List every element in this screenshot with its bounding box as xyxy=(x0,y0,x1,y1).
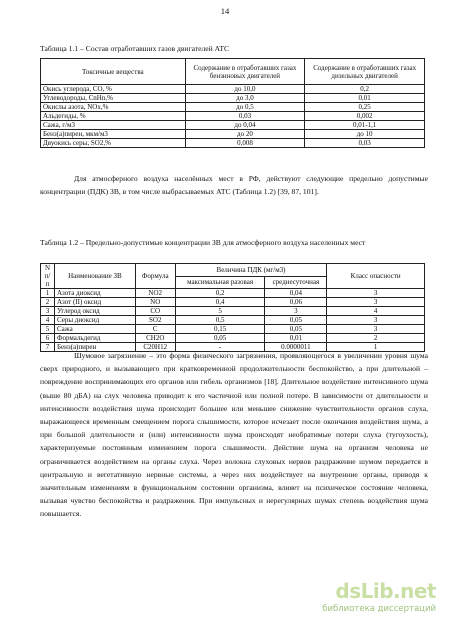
table-cell: 4 xyxy=(41,316,55,325)
table-row xyxy=(41,94,425,103)
paragraph-pdk-intro xyxy=(40,172,428,198)
table-cell: Окись углерода, CO, % xyxy=(41,85,186,94)
table-cell: NO xyxy=(135,298,175,307)
paragraph-noise-pollution xyxy=(40,349,428,521)
table-cell: 7 xyxy=(41,343,55,352)
table-cell: C20H12 xyxy=(135,343,175,352)
watermark-logo: dsLib.net xyxy=(335,579,436,603)
table-cell: 0,01 xyxy=(265,334,327,343)
table-cell: Серы диоксид xyxy=(54,316,135,325)
table-row xyxy=(41,316,425,325)
column-header: Содержание в отработавших газах дизельных двигателей xyxy=(305,59,425,85)
column-header: Токсичные вещества xyxy=(41,59,186,85)
table-cell: 0,05 xyxy=(175,334,265,343)
table-row xyxy=(41,298,425,307)
table1-caption: Таблица 1.1 – Состав отработавших газов двигателей АТС xyxy=(40,44,230,53)
table-cell: 1 xyxy=(327,343,425,352)
column-header: Класс опасности xyxy=(327,264,425,289)
paragraph-text: Шумовое загрязнение – это форма физического загрязнения, проявляющегося в увеличении уровня шума сверх природного, и вызывающего при кратковременной продолжительности беспокойство, а при длительной – повреждение воспринимающих его органов или гибель организмов [18]. Длительное воздействие интенсивного шума (выше 80 дБА) на слух человека приводит к его частичной или полной потере. В зависимости от длительности и интенсивности воздействия шума происходит большее или меньшее снижение чувствительности органов слуха, выражающееся временным смещением порога слышимости, которое исчезает после окончания воздействия шума, а при большой длительности и (или) интенсивности шума происходят необратимые потери слуха (тугоухость), характеризуемые постоянным изменением порога слышимости. Действие шума на организм человека не ограничивается воздействием на органы слуха. Через волокна слуховых нервов раздражение шумом передается в центральную и вегетативную нервные системы, а через них воздействует на внутренние органы, приводя к значительным изменениям в функциональном состоянии организма, влияет на психическое состояние человека, вызывая чувство беспокойства и раздражения. При импульсных и нерегулярных шумах степень воздействия шума повышается. xyxy=(40,351,428,519)
table-cell: 0,03 xyxy=(185,112,305,121)
table-row xyxy=(41,307,425,316)
table-row xyxy=(41,112,425,121)
table-row xyxy=(41,325,425,334)
table-row xyxy=(41,103,425,112)
table-header-row xyxy=(41,59,425,85)
table-cell: Бенз(а)пирен, мкм/м3 xyxy=(41,130,186,139)
table-cell: до 10 xyxy=(305,130,425,139)
table-cell: Бенз(а)пирен xyxy=(54,343,135,352)
table-cell: до 3,0 xyxy=(185,94,305,103)
column-header: Формула xyxy=(135,264,175,289)
table-cell: 5 xyxy=(41,325,55,334)
table-cell: 1 xyxy=(41,289,55,298)
table-cell: 0,04 xyxy=(265,289,327,298)
paragraph-text: Для атмосферного воздуха населённых мест в РФ, действуют следующие предельно допустимые концентрации (ПДК) ЗВ, в том числе выбрасываемых АТС (Таблица 1.2) [39, 87, 101]. xyxy=(40,174,428,197)
table-cell: 0,06 xyxy=(265,298,327,307)
table-cell: CH2O xyxy=(135,334,175,343)
table-cell: 0,05 xyxy=(265,316,327,325)
table-cell: 3 xyxy=(327,298,425,307)
table-row xyxy=(41,139,425,148)
page-number: 14 xyxy=(220,6,230,16)
table-cell: Сажа, г/м3 xyxy=(41,121,186,130)
table-cell: 4 xyxy=(327,307,425,316)
table-cell: Сажа xyxy=(54,325,135,334)
table-cell: 3 xyxy=(265,307,327,316)
table-cell: 0,05 xyxy=(265,325,327,334)
table-cell: 3 xyxy=(327,289,425,298)
table-row xyxy=(41,289,425,298)
table-header-row xyxy=(41,264,425,277)
exhaust-composition-table xyxy=(40,58,425,148)
table-cell: 0,03 xyxy=(305,139,425,148)
table-cell: до 0,04 xyxy=(185,121,305,130)
table-cell: 0,002 xyxy=(305,112,425,121)
table-row xyxy=(41,334,425,343)
table2-caption: Таблица 1.2 – Предельно-допустимые концентрации ЗВ для атмосферного воздуха населенных мест xyxy=(40,238,366,247)
table-cell: 3 xyxy=(327,316,425,325)
table-cell: 3 xyxy=(327,325,425,334)
table-cell: до 0,5 xyxy=(185,103,305,112)
column-header: Содержание в отработавших газах бензиновых двигателей xyxy=(185,59,305,85)
table-cell: 0,5 xyxy=(175,316,265,325)
table-cell: 0,2 xyxy=(305,85,425,94)
pdk-table xyxy=(40,263,425,352)
column-header: максимальная разовая xyxy=(175,276,265,289)
column-header: среднесуточная xyxy=(265,276,327,289)
table-row xyxy=(41,85,425,94)
table-cell: Азота диоксид xyxy=(54,289,135,298)
table-cell: Углерод оксид xyxy=(54,307,135,316)
table-cell: 0,2 xyxy=(175,289,265,298)
table-cell: Двуокись серы, SO2,% xyxy=(41,139,186,148)
table-cell: 0,25 xyxy=(305,103,425,112)
table-cell: 0,008 xyxy=(185,139,305,148)
table-cell: до 20 xyxy=(185,130,305,139)
table-cell: 0,4 xyxy=(175,298,265,307)
table-cell: Формальдегид xyxy=(54,334,135,343)
table-cell: 0,15 xyxy=(175,325,265,334)
table-row xyxy=(41,121,425,130)
table-cell: CO xyxy=(135,307,175,316)
watermark xyxy=(300,579,440,619)
column-header: Наименование ЗВ xyxy=(54,264,135,289)
table-cell: 0,01-1,1 xyxy=(305,121,425,130)
table-cell: 3 xyxy=(41,307,55,316)
table-cell: 6 xyxy=(41,334,55,343)
table-cell: C xyxy=(135,325,175,334)
watermark-subtitle: библиотека диссертаций xyxy=(322,604,436,614)
table-cell: SO2 xyxy=(135,316,175,325)
table-cell: 0,01 xyxy=(305,94,425,103)
table-row xyxy=(41,130,425,139)
table-cell: Альдегиды, % xyxy=(41,112,186,121)
table-cell: 0.0000011 xyxy=(265,343,327,352)
column-group-header: Величина ПДК (мг/м3) xyxy=(175,264,327,277)
table-cell: Окислы азота, NOx,% xyxy=(41,103,186,112)
table-cell: до 10,0 xyxy=(185,85,305,94)
table-cell: Углеводороды, CnHn,% xyxy=(41,94,186,103)
table-cell: 2 xyxy=(41,298,55,307)
table-cell: - xyxy=(175,343,265,352)
table-cell: 2 xyxy=(327,334,425,343)
column-header: N п/п xyxy=(41,264,55,289)
table-cell: Азот (II) оксид xyxy=(54,298,135,307)
table-cell: 5 xyxy=(175,307,265,316)
table-cell: NO2 xyxy=(135,289,175,298)
